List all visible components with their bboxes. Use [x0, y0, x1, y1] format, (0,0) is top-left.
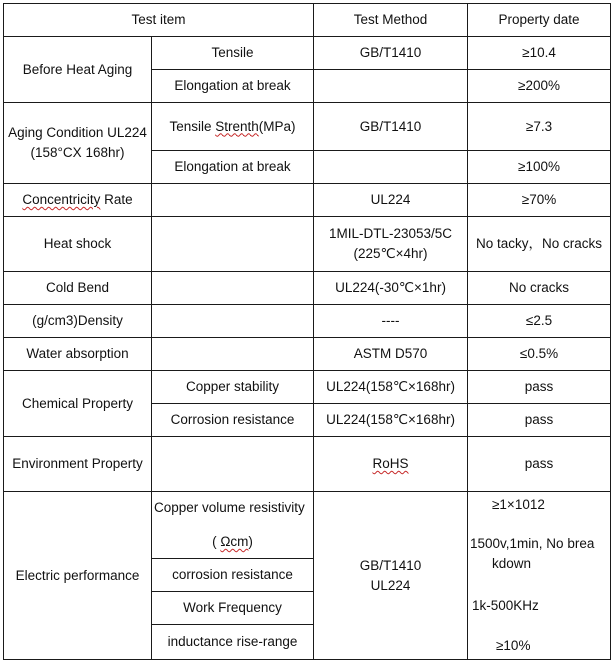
water-absorption-method: ASTM D570: [314, 338, 468, 371]
copper-stability-method: UL224(158℃×168hr): [314, 371, 468, 404]
copper-volume-unit: [154, 532, 311, 552]
aged-tensile-method: GB/T1410: [314, 103, 468, 151]
density-label: (g/cm3)Density: [4, 305, 152, 338]
density-value: ≤2.5: [468, 305, 611, 338]
cold-bend-sub: [152, 272, 314, 305]
unit-open: (: [212, 534, 221, 549]
inductance-label: inductance rise-range: [152, 625, 314, 660]
environment-label: Environment Property: [4, 437, 152, 492]
header-test-method: Test Method: [314, 4, 468, 37]
electric-corrosion-label: corrosion resistance: [152, 559, 314, 592]
heat-shock-sub: [152, 217, 314, 272]
aged-elongation-method: [314, 151, 468, 184]
aging-condition-label: [4, 103, 152, 184]
aging-condition-line1: Aging Condition UL224: [8, 125, 147, 140]
electric-method-line1: GB/T1410: [359, 557, 422, 573]
header-row: [4, 4, 611, 37]
rohs-text: RoHS: [372, 456, 409, 471]
corrosion-value-line1: 1500v,1min, No brea: [470, 536, 595, 551]
electric-values-stack: [468, 492, 610, 659]
electric-performance-label: Electric performance: [4, 492, 152, 660]
elongation-value: ≥200%: [468, 70, 611, 103]
elongation-label: Elongation at break: [152, 70, 314, 103]
density-method: ----: [314, 305, 468, 338]
aging-condition-line2: (158°CX 168hr): [30, 145, 125, 160]
heat-shock-label: Heat shock: [4, 217, 152, 272]
heat-shock-method: [314, 217, 468, 272]
cold-bend-value: No cracks: [468, 272, 611, 305]
concentricity-rest: Rate: [100, 192, 133, 207]
copper-stability-label: Copper stability: [152, 371, 314, 404]
concentricity-label: [4, 184, 152, 217]
aged-tensile-label: [152, 103, 314, 151]
water-absorption-sub: [152, 338, 314, 371]
density-sub: [152, 305, 314, 338]
environment-value: pass: [468, 437, 611, 492]
unit-close: ): [248, 534, 253, 549]
table-row: [4, 371, 611, 404]
table-row: [4, 217, 611, 272]
resistivity-value: ≥1×1012: [492, 497, 545, 512]
before-heat-aging-label: Before Heat Aging: [4, 37, 152, 103]
table-row: [4, 338, 611, 371]
inductance-value: ≥10%: [496, 638, 531, 653]
environment-method: [314, 437, 468, 492]
aged-tensile-value: ≥7.3: [468, 103, 611, 151]
table-row: [4, 184, 611, 217]
frequency-value: 1k-500KHz: [472, 598, 539, 613]
environment-sub: [152, 437, 314, 492]
concentricity-value: ≥70%: [468, 184, 611, 217]
tensile-label: Tensile: [152, 37, 314, 70]
heat-shock-value: No tacky，No cracks: [468, 217, 611, 272]
concentricity-method: UL224: [314, 184, 468, 217]
table-row: [4, 37, 611, 70]
corrosion-value: pass: [468, 404, 611, 437]
aged-elongation-label: Elongation at break: [152, 151, 314, 184]
aged-tensile-strenth: Strenth: [215, 118, 259, 134]
concentricity-word: Concentricity: [22, 192, 101, 207]
work-frequency-label: Work Frequency: [152, 592, 314, 625]
tensile-value: ≥10.4: [468, 37, 611, 70]
heat-shock-method-line2: (225℃×4hr): [353, 246, 428, 261]
electric-method-line2: UL224: [370, 577, 411, 593]
water-absorption-value: ≤0.5%: [468, 338, 611, 371]
copper-volume-name: Copper volume resistivity: [154, 500, 305, 515]
copper-volume-label: [152, 492, 314, 559]
table-row: [4, 305, 611, 338]
tensile-method: GB/T1410: [314, 37, 468, 70]
aged-tensile-suffix: (MPa): [258, 118, 296, 134]
elongation-method: [314, 70, 468, 103]
corrosion-label: Corrosion resistance: [152, 404, 314, 437]
electric-values: [468, 492, 611, 660]
header-test-item: Test item: [4, 4, 314, 37]
cold-bend-method: UL224(-30℃×1hr): [314, 272, 468, 305]
cold-bend-label: Cold Bend: [4, 272, 152, 305]
concentricity-sub: [152, 184, 314, 217]
water-absorption-label: Water absorption: [4, 338, 152, 371]
electric-method: [314, 492, 468, 660]
chemical-property-label: Chemical Property: [4, 371, 152, 437]
ohm-cm-text: Ωcm: [220, 534, 249, 549]
corrosion-value-line2: kdown: [492, 556, 532, 571]
table-row: [4, 437, 611, 492]
table-row: [4, 103, 611, 151]
aged-tensile-prefix: Tensile: [169, 118, 216, 134]
heat-shock-method-line1: 1MIL-DTL-23053/5C: [328, 226, 453, 241]
copper-stability-value: pass: [468, 371, 611, 404]
aged-elongation-value: ≥100%: [468, 151, 611, 184]
corrosion-method: UL224(158℃×168hr): [314, 404, 468, 437]
table-row: [4, 492, 611, 559]
header-property-date: Property date: [468, 4, 611, 37]
table-row: [4, 272, 611, 305]
spec-table: [3, 3, 611, 660]
